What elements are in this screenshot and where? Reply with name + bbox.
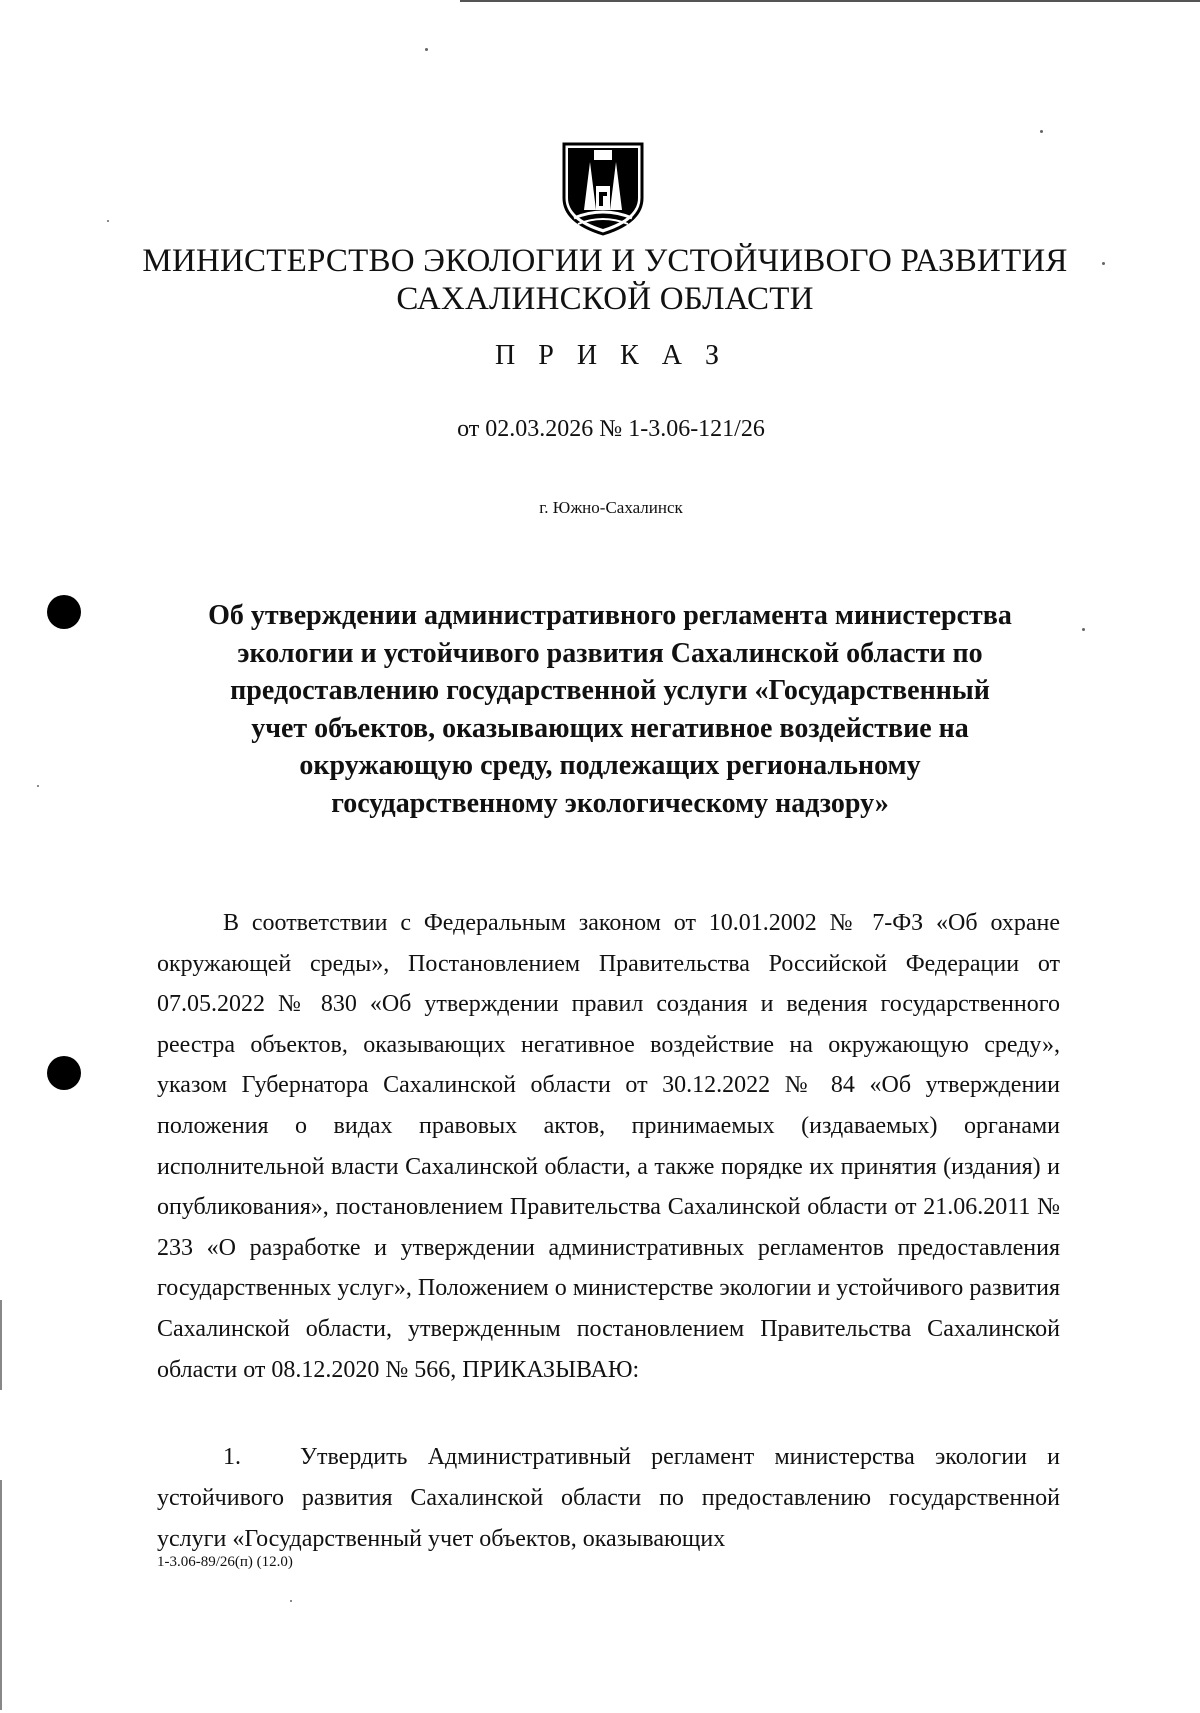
scan-speck — [37, 785, 39, 787]
punch-hole — [47, 1056, 81, 1090]
city-name: г. Южно-Сахалинск — [539, 498, 683, 517]
order-item-1-number: 1. — [223, 1444, 241, 1470]
document-footer-code: 1-3.06-89/26(п) (12.0) — [157, 1554, 293, 1570]
order-item-1-text: Утвердить Административный регламент министерства экологии и устойчивого развития Сахалинской области по предоставлению государственной услуги «Государственный учет объектов, оказывающих — [157, 1444, 1060, 1552]
order-subject — [140, 597, 1080, 822]
scan-speck — [107, 220, 109, 222]
scan-speck — [290, 1600, 292, 1602]
order-subject-line: учет объектов, оказывающих негативное воздействие на — [251, 712, 969, 744]
ministry-title-line-1: МИНИСТЕРСТВО ЭКОЛОГИИ И УСТОЙЧИВОГО РАЗВИТИЯ — [142, 243, 1068, 279]
scan-left-edge-mark — [0, 1300, 2, 1390]
scan-speck — [1082, 628, 1085, 631]
order-subject-line: окружающую среду, подлежащих региональному — [299, 750, 921, 781]
order-number: от 02.03.2026 № 1-3.06-121/26 — [457, 416, 765, 442]
document-type: П Р И К А З — [495, 340, 727, 371]
scan-speck — [1040, 130, 1043, 133]
order-subject-line: экологии и устойчивого развития Сахалинской области по — [237, 637, 983, 669]
ministry-title — [0, 242, 1200, 318]
scan-top-edge-line — [460, 0, 1200, 2]
preamble-paragraph: В соответствии с Федеральным законом от 10.01.2002 № 7-ФЗ «Об охране окружающей среды», Постановлением Правительства Российской Федерации от 07.05.2022 № 830 «Об утверждении правил создания и ведения государственного реестра объектов, оказывающих негативное воздействие на окружающую среду», указом Губернатора Сахалинской области от 30.12.2022 № 84 «Об утверждении положения о видах правовых актов, принимаемых (издаваемых) органами исполнительной власти Сахалинской области, а также порядке их принятия (издания) и опубликования», постановлением Правительства Сахалинской области от 21.06.2011 № 233 «О разработке и утверждении административных регламентов предоставления государственных услуг», Положением о министерстве экологии и устойчивого развития Сахалинской области, утвержденным постановлением Правительства Сахалинской области от 08.12.2020 № 566, ПРИКАЗЫВАЮ: — [157, 910, 1060, 1383]
scan-left-edge-mark — [0, 1480, 2, 1710]
scan-speck — [425, 48, 428, 51]
order-subject-line: государственному экологическому надзору» — [331, 787, 889, 819]
order-subject-line: предоставлению государственной услуги «Государственный — [230, 675, 990, 706]
ministry-title-line-2: САХАЛИНСКОЙ ОБЛАСТИ — [396, 281, 814, 317]
order-item-1 — [157, 1437, 1060, 1560]
order-subject-line: Об утверждении административного регламента министерства — [208, 600, 1012, 631]
sakhalin-coat-of-arms-icon — [560, 140, 646, 236]
punch-hole — [47, 595, 81, 629]
